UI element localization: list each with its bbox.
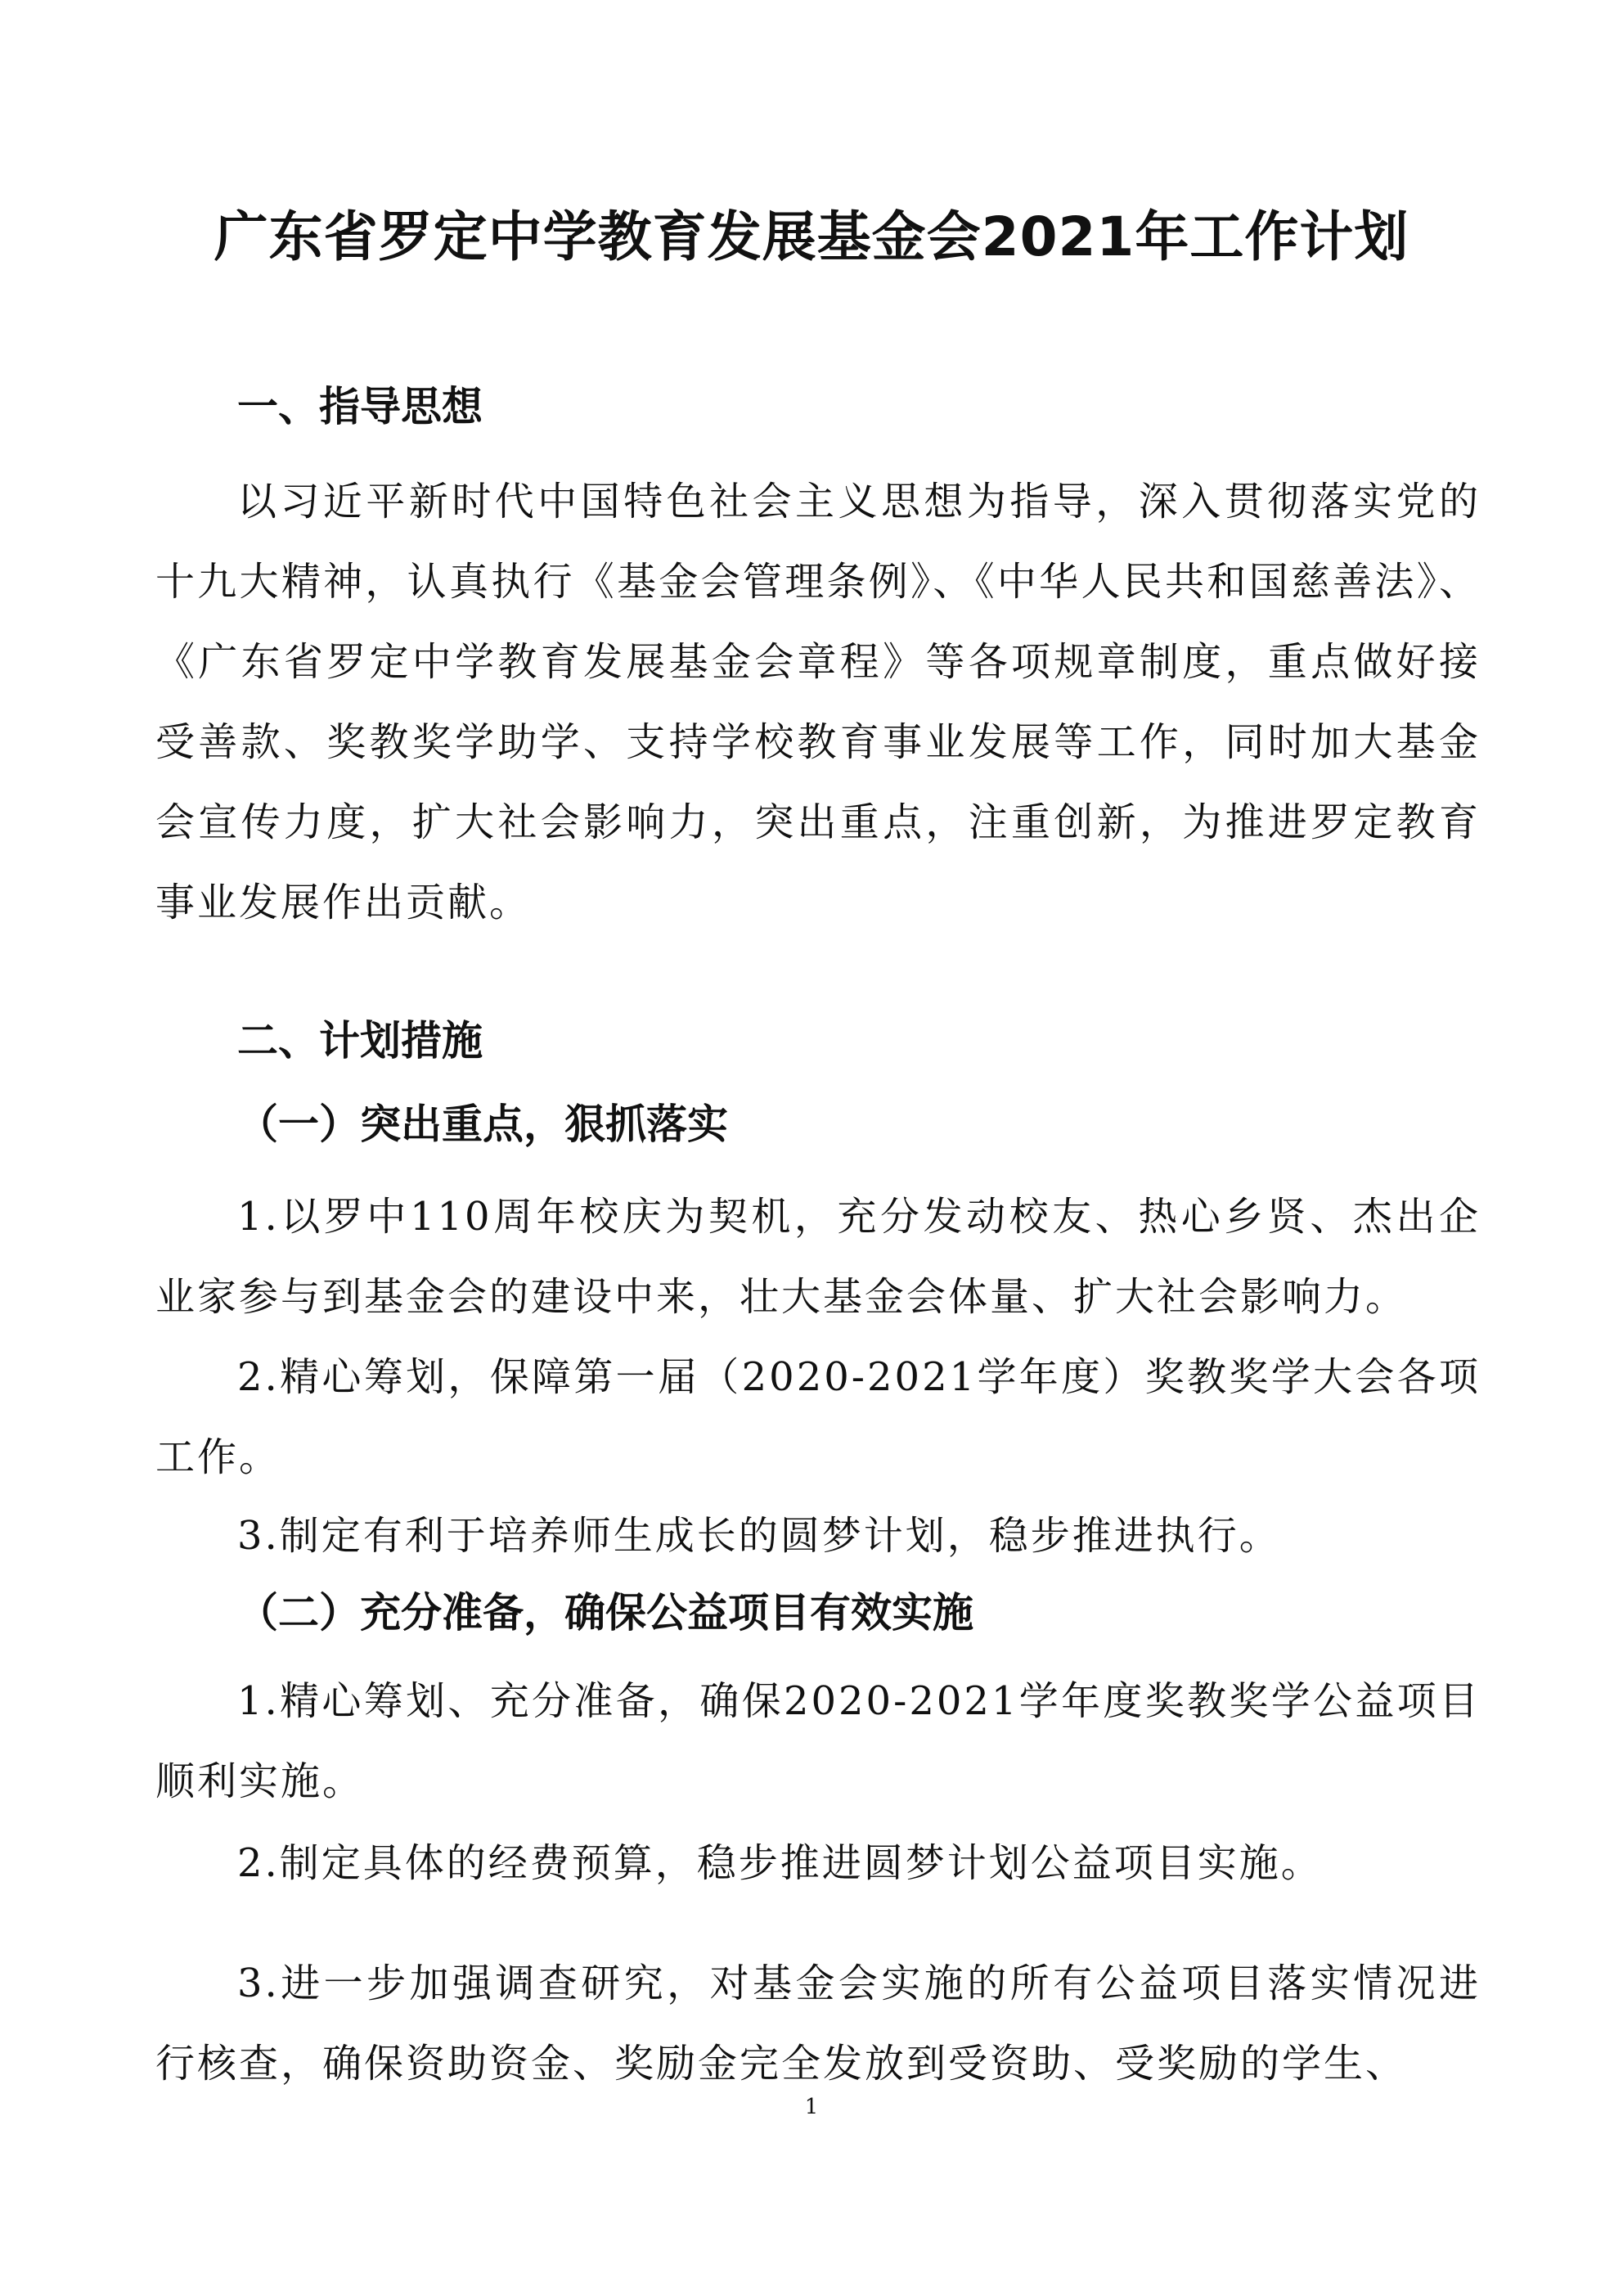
list-item: 2.制定具体的经费预算，稳步推进圆梦计划公益项目实施。 [237,1840,1323,1886]
section-heading-guiding-ideology: 一、指导思想 [237,383,483,430]
section-paragraph-guiding-ideology: 以习近平新时代中国特色社会主义思想为指导，深入贯彻落实党的十九大精神，认真执行《基金会管理条例》、《中华人民共和国慈善法》、《广东省罗定中学教育发展基金会章程》等各项规章制度，重点做好接受善款、奖教奖学助学、支持学校教育事业发展等工作，同时加大基金会宣传力度，扩大社会影响力，突出重点，注重创新，为推进罗定教育事业发展作出贡献。 [155,479,1481,925]
subsection-heading-preparation: （二）充分准备，确保公益项目有效实施 [237,1589,973,1636]
list-item: 3.制定有利于培养师生成长的圆梦计划，稳步推进执行。 [237,1513,1281,1559]
list-item: 2.精心筹划，保障第一届（2020-2021学年度）奖教奖学大会各项工作。 [155,1354,1481,1480]
section-heading-plan-measures: 二、计划措施 [237,1017,483,1065]
list-item: 1.以罗中110周年校庆为契机，充分发动校友、热心乡贤、杰出企业家参与到基金会的建设中来，壮大基金会体量、扩大社会影响力。 [155,1194,1481,1320]
document-title: 广东省罗定中学教育发展基金会2021年工作计划 [214,205,1409,268]
subsection-heading-focus: （一）突出重点，狠抓落实 [237,1101,728,1148]
list-item: 1.精心筹划、充分准备，确保2020-2021学年度奖教奖学公益项目顺利实施。 [155,1678,1481,1804]
page-number: 1 [804,2095,819,2119]
list-item: 3.进一步加强调查研究，对基金会实施的所有公益项目落实情况进行核查，确保资助资金、奖励金完全发放到受资助、受奖励的学生、 [155,1961,1481,2087]
